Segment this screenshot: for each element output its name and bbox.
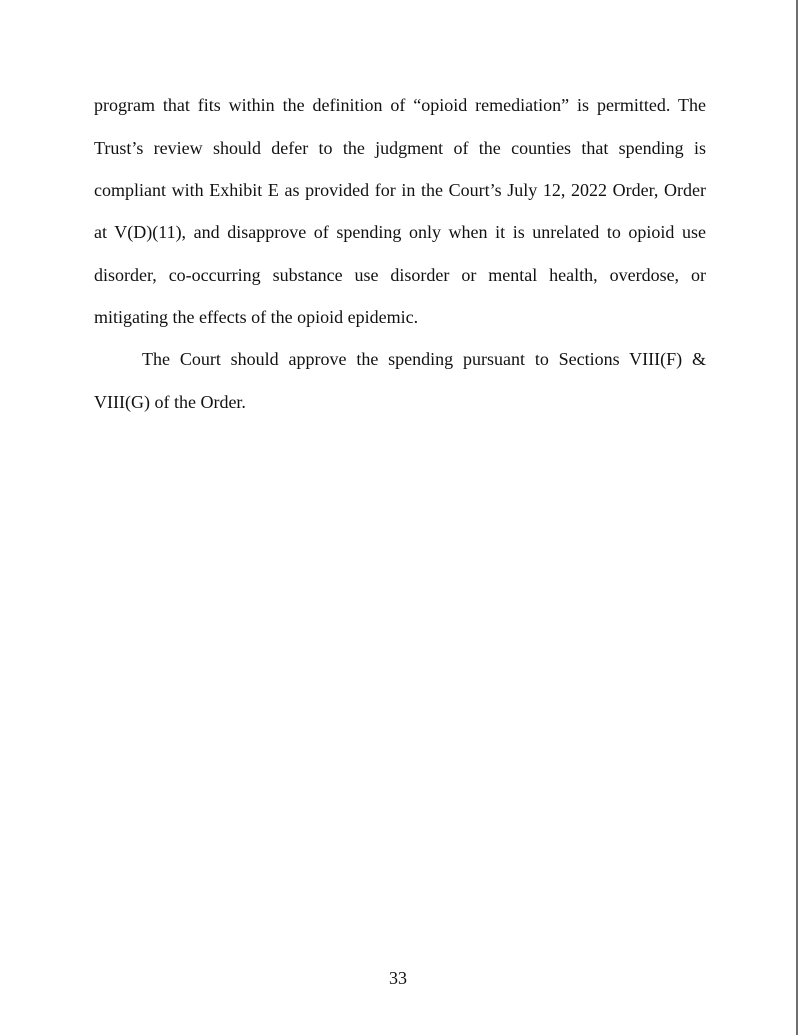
- body-text-line-3: compliant with Exhibit E as provided for in the Court’s July 12, 2022 Order, Order: [94, 180, 706, 200]
- conclusion-text-line-2: VIII(G) of the Order.: [94, 392, 246, 412]
- conclusion-text-line-1: The Court should approve the spending pursuant to Sections VIII(F) &: [142, 349, 706, 369]
- page-number: 33: [389, 968, 407, 988]
- body-text-line-6: mitigating the effects of the opioid epidemic.: [94, 307, 419, 327]
- body-text-line-4: at V(D)(11), and disapprove of spending only when it is unrelated to opioid use: [94, 222, 706, 242]
- body-text-line-5: disorder, co-occurring substance use disorder or mental health, overdose, or: [94, 265, 706, 285]
- body-text-line-1: program that fits within the definition of “opioid remediation” is permitted. The: [94, 95, 706, 115]
- body-text-line-2: Trust’s review should defer to the judgment of the counties that spending is: [94, 138, 706, 158]
